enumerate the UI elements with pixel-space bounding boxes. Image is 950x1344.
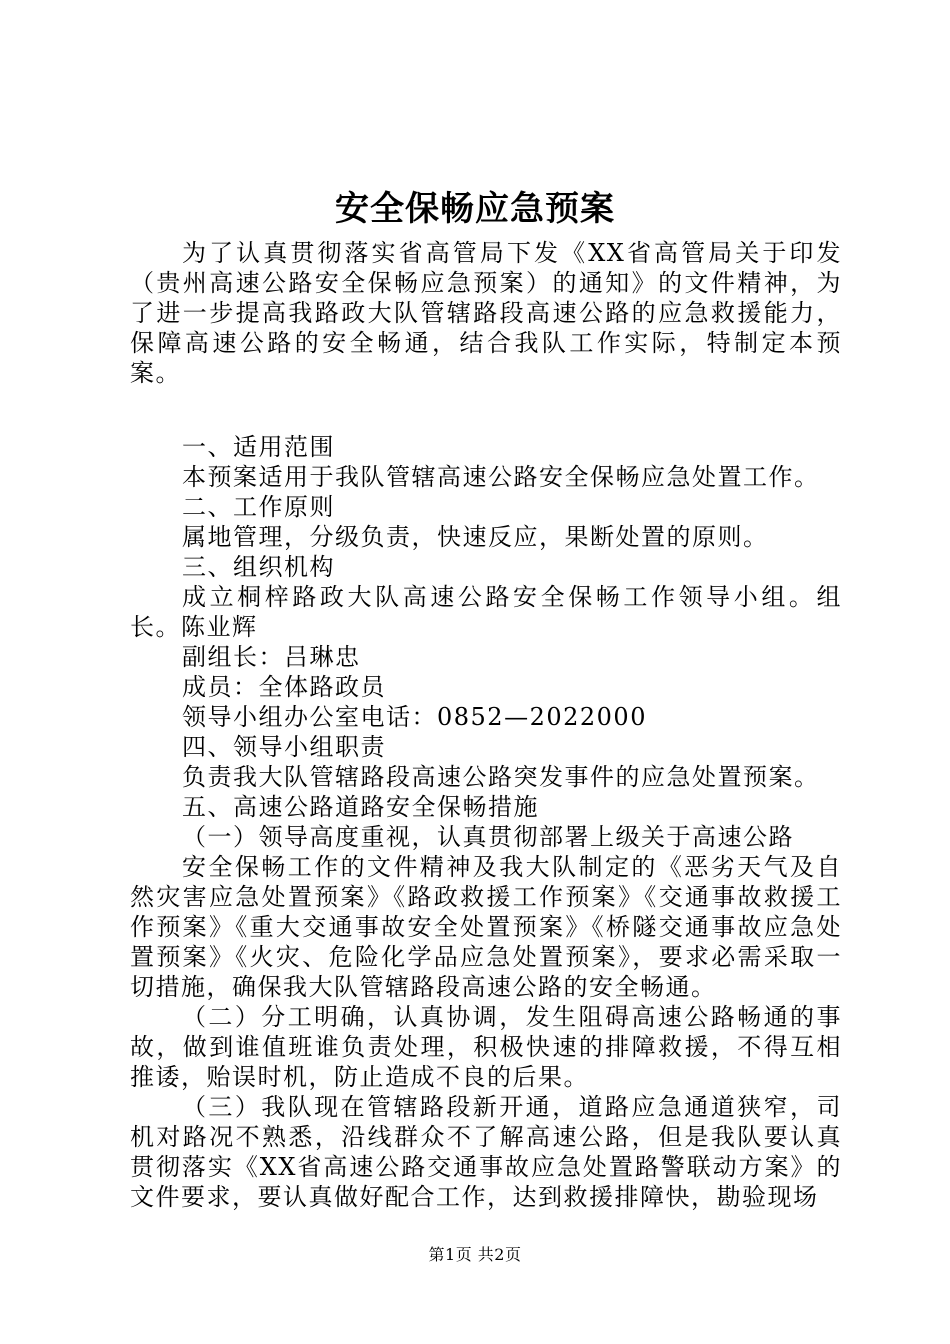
section-2-body: 属地管理，分级负责，快速反应，果断处置的原则。 <box>182 523 769 551</box>
section-4-body: 负责我大队管辖路段高速公路突发事件的应急处置预案。 <box>182 763 820 791</box>
section-1-heading: 一、适用范围 <box>182 433 335 461</box>
page-footer: 第1页 共2页 <box>428 1245 522 1264</box>
section-1-body: 本预案适用于我队管辖高速公路安全保畅应急处置工作。 <box>182 463 820 491</box>
section-3-phone: 领导小组办公室电话：0852—2022000 <box>182 703 647 731</box>
section-5-item-2: （二）分工明确，认真协调，发生阻碍高速公路畅通的事故，做到谁值班谁负责处理，积极快速的排障救援，不得互相推诿，贻误时机，防止造成不良的后果。 <box>130 1003 842 1091</box>
section-5-item-1-body: 安全保畅工作的文件精神及我大队制定的《恶劣天气及自然灾害应急处置预案》《路政救援工作预案》《交通事故救援工作预案》《重大交通事故安全处置预案》《桥隧交通事故应急处置预案》《火灾、危险化学品应急处置预案》，要求必需采取一切措施，确保我大队管辖路段高速公路的安全畅通。 <box>130 853 842 1001</box>
section-5-heading: 五、高速公路道路安全保畅措施 <box>182 793 539 821</box>
section-3-members: 成员：全体路政员 <box>182 673 386 701</box>
section-3-deputy: 副组长：吕琳忠 <box>182 643 361 671</box>
section-5-item-3: （三）我队现在管辖路段新开通，道路应急通道狭窄，司机对路况不熟悉，沿线群众不了解高速公路，但是我队要认真贯彻落实《XX省高速公路交通事故应急处置路警联动方案》的文件要求，要认真做好配合工作，达到救援排障快，勘验现场 <box>130 1093 842 1211</box>
section-4-heading: 四、领导小组职责 <box>182 733 386 761</box>
intro-paragraph: 为了认真贯彻落实省高管局下发《XX省高管局关于印发（贵州高速公路安全保畅应急预案）的通知》的文件精神，为了进一步提高我路政大队管辖路段高速公路的应急救援能力，保障高速公路的安全畅通，结合我队工作实际，特制定本预案。 <box>130 239 842 387</box>
section-3-body: 成立桐梓路政大队高速公路安全保畅工作领导小组。组长。陈业辉 <box>130 583 842 641</box>
paragraph-gap <box>130 388 842 432</box>
section-3-heading: 三、组织机构 <box>182 553 335 581</box>
section-5-item-1-heading: （一）领导高度重视，认真贯彻部署上级关于高速公路 <box>182 823 794 851</box>
document-body <box>130 238 842 1212</box>
section-2-heading: 二、工作原则 <box>182 493 335 521</box>
document-title: 安全保畅应急预案 <box>335 189 615 229</box>
